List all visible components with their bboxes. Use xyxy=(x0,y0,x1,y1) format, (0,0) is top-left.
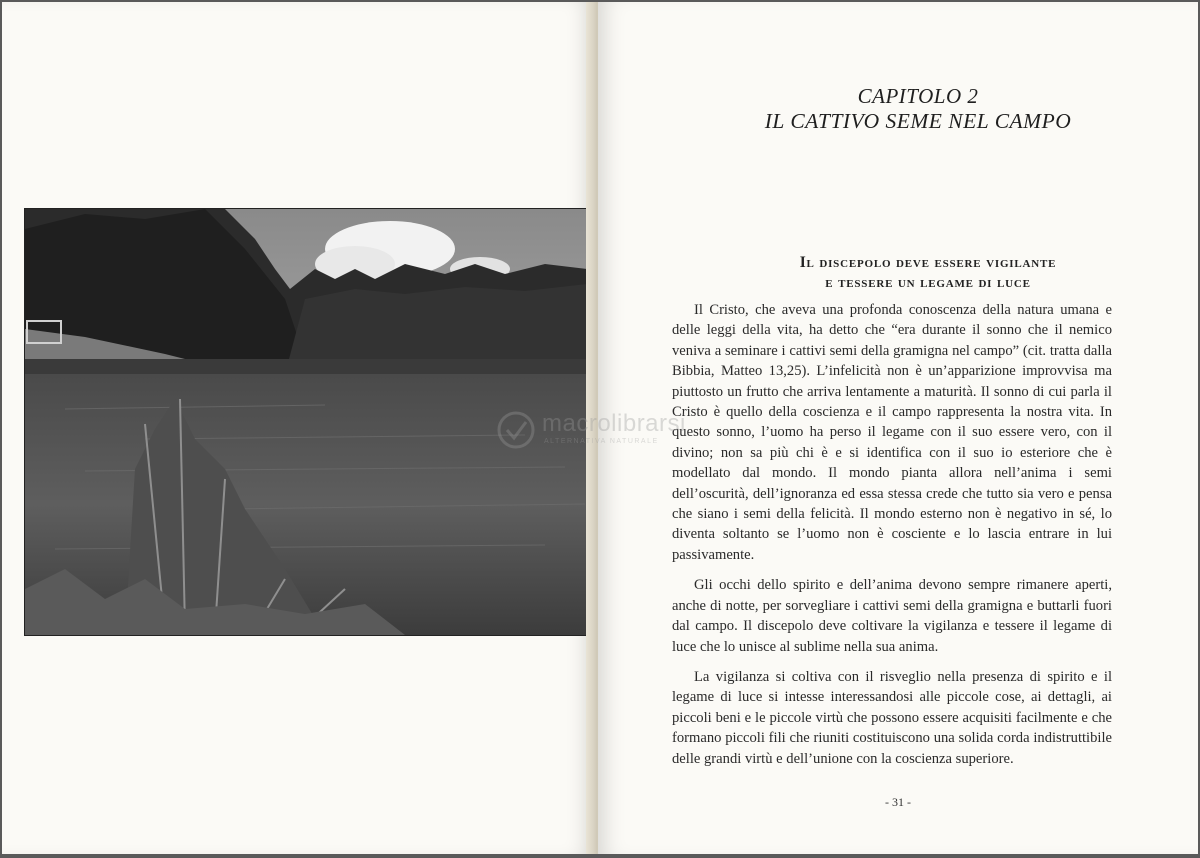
section-heading-line2: e tessere un legame di luce xyxy=(825,274,1031,291)
paragraph-2: Gli occhi dello spirito e dell’anima devono sempre rimanere aperti, anche di notte, per sorvegliare i cattivi semi della gramigna e buttarli fuori dal campo. Il discepolo deve coltivare la vigilanza e tessere il legame di luce che lo unisce al sublime nella sua anima. xyxy=(672,577,1112,655)
watermark-name: macrolibrarsi xyxy=(542,410,686,437)
paragraph-1: Il Cristo, che aveva una profonda conoscenza della natura umana e delle leggi della vita, ha detto che “era durante il sonno che il nemico veniva a seminare i cattivi semi della gramigna nel campo” (cit. tratta dalla Bibbia, Matteo 13,25). L’infelicità non è un’apparizione improvvisa ma piuttosto un frutto che arriva lentamente a maturità. Il sonno di cui parla il Cristo è quello della coscienza e il campo rappresenta la nostra vita. In questo sonno, l’uomo ha perso il legame con il suo essere vero, con il divino; non sa più chi è e si identifica con il suo io esteriore che è modellato dal mondo. Il mondo pianta allora nell’anima i semi dell’oscurità, dell’ignoranza ed essa stessa crede che tutto sia vero e pensa che siano i semi della felicità. Il mondo esterno non è negativo in sé, lo diventa soltanto se l’uomo non è cosciente e lo lascia entrare in lui passivamente. xyxy=(672,302,1112,563)
chapter-number: CAPITOLO 2 xyxy=(857,84,979,108)
body-text xyxy=(672,300,1112,779)
section-heading-line1: Il discepolo deve essere vigilante xyxy=(799,254,1057,271)
left-page xyxy=(2,2,594,854)
lake-photo-image xyxy=(25,209,587,635)
page-number: - 31 - xyxy=(885,795,911,809)
watermark-tagline: ALTERNATIVA NATURALE xyxy=(544,438,659,445)
lake-photograph xyxy=(24,208,588,636)
right-page xyxy=(598,2,1198,854)
paragraph-3: La vigilanza si coltiva con il risveglio nella presenza di spirito e il legame di luce si intesse interessandosi alle piccole cose, ai dettagli, ai piccoli beni e le piccole virtù che possono essere acquisiti facilmente e che formano piccoli fili che riuniti costituiscono una solida corda indistruttibile delle grandi virtù e dell’unione con la coscienza superiore. xyxy=(672,668,1112,767)
chapter-title: IL CATTIVO SEME NEL CAMPO xyxy=(764,109,1072,133)
